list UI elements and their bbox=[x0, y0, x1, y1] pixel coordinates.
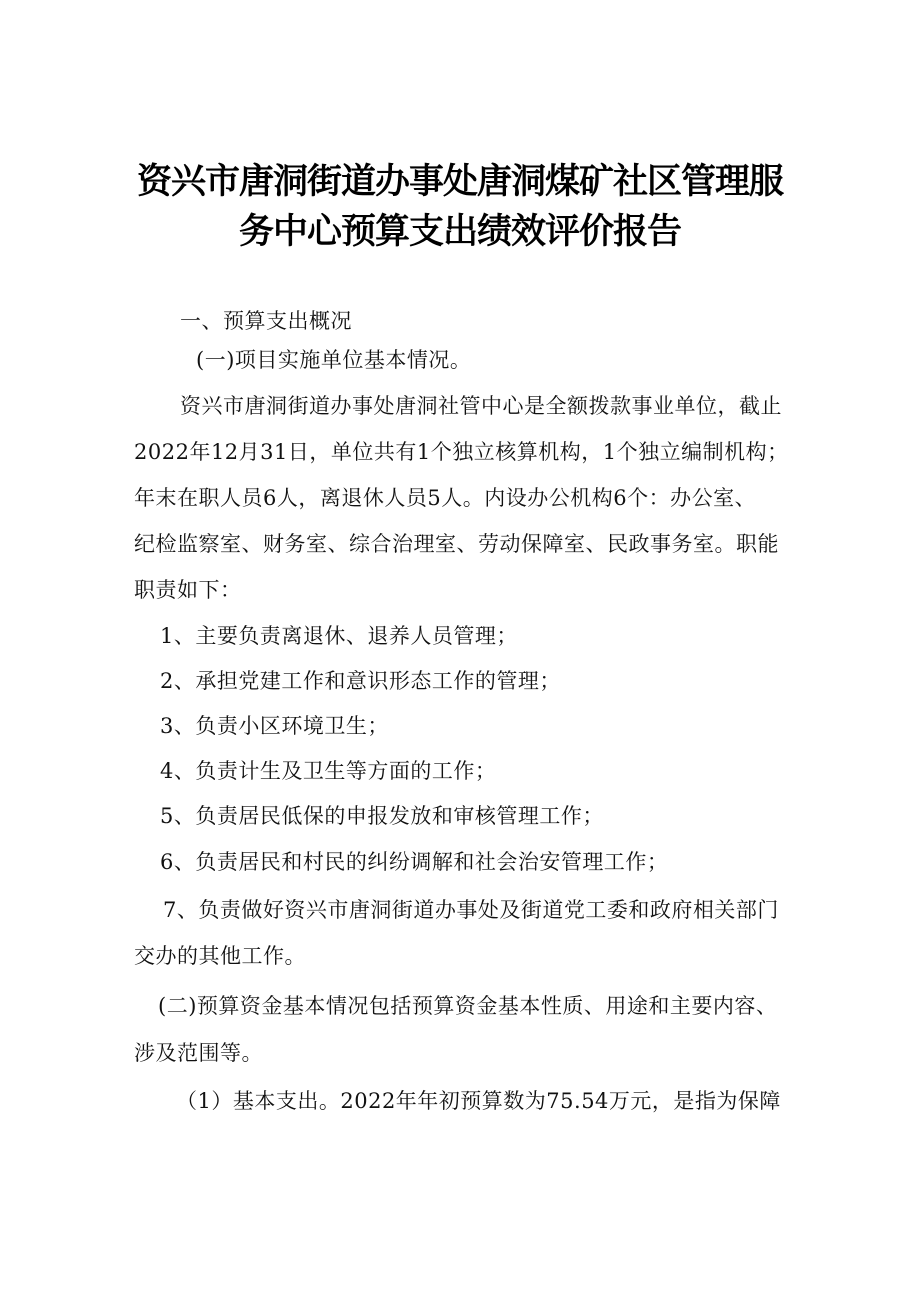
duty-item: 2、承担党建工作和意识形态工作的管理； bbox=[160, 669, 561, 693]
subsection-heading-2-continuation: 涉及范围等。 bbox=[134, 1041, 263, 1065]
paragraph-line: 纪检监察室、财务室、综合治理室、劳动保障室、民政事务室。职能 bbox=[134, 532, 779, 556]
duty-item: 1、主要负责离退休、退养人员管理； bbox=[160, 624, 518, 648]
subsection-heading-1: (一)项目实施单位基本情况。 bbox=[196, 348, 472, 372]
paragraph-line: 年末在职人员6人，离退休人员5人。内设办公机构6个：办公室、 bbox=[134, 486, 757, 510]
document-title-line-2: 务中心预算支出绩效评价报告 bbox=[238, 212, 681, 252]
paragraph-line: （1）基本支出。2022年年初预算数为75.54万元，是指为保障 bbox=[176, 1089, 781, 1113]
paragraph-line: 2022年12月31日，单位共有1个独立核算机构，1个独立编制机构； bbox=[134, 440, 789, 464]
section-heading: 一、预算支出概况 bbox=[180, 309, 352, 333]
duty-item: 6、负责居民和村民的纠纷调解和社会治安管理工作； bbox=[160, 850, 669, 874]
duty-item: 7、负责做好资兴市唐洞街道办事处及街道党工委和政府相关部门 bbox=[163, 898, 779, 922]
paragraph-line: 资兴市唐洞街道办事处唐洞社管中心是全额拨款事业单位，截止 bbox=[180, 394, 782, 418]
duty-item-continuation: 交办的其他工作。 bbox=[134, 944, 306, 968]
duty-item: 4、负责计生及卫生等方面的工作； bbox=[160, 759, 497, 783]
document-title-line-1: 资兴市唐洞街道办事处唐洞煤矿社区管理服 bbox=[136, 162, 783, 202]
paragraph-line: 职责如下： bbox=[134, 578, 242, 602]
duty-item: 5、负责居民低保的申报发放和审核管理工作； bbox=[160, 804, 604, 828]
duty-item: 3、负责小区环境卫生； bbox=[160, 714, 389, 738]
subsection-heading-2: (二)预算资金基本情况包括预算资金基本性质、用途和主要内容、 bbox=[158, 994, 778, 1018]
